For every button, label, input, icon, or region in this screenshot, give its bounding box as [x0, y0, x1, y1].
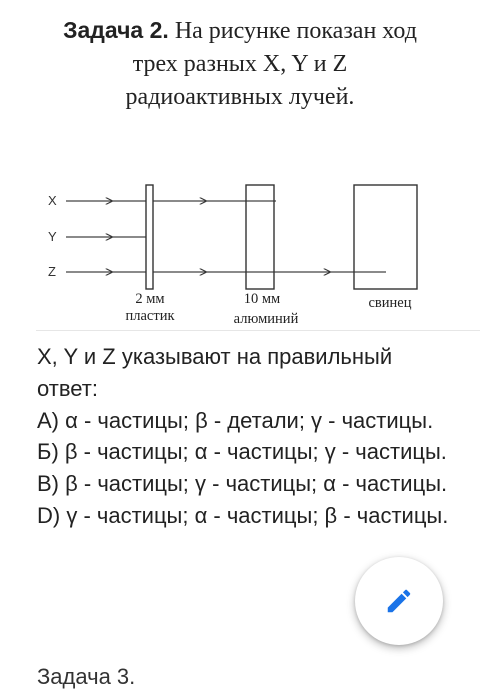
task-title-line-2: трех разных X, Y и Z — [132, 51, 348, 77]
radiation-diagram-svg — [0, 170, 480, 330]
task-number: Задача 2. — [63, 17, 169, 43]
aluminum-thickness-label: 10 мм — [243, 291, 281, 307]
answers-intro: X, Y и Z указывают на правильный ответ: — [37, 344, 393, 401]
task-title-line-3: радиоактивных лучей. — [125, 84, 355, 110]
answer-option-a: A) α - частицы; β - детали; γ - частицы. — [37, 407, 434, 433]
pencil-icon — [384, 586, 414, 616]
ray-label-x: X — [48, 193, 57, 208]
answer-option-v: B) β - частицы; γ - частицы; α - частицы. — [37, 471, 448, 497]
ray-label-y: Y — [48, 229, 57, 244]
answers-block — [37, 341, 457, 532]
aluminum-material-label: алюминий — [233, 311, 299, 327]
task-title-line-1 — [0, 14, 480, 48]
edit-button[interactable] — [355, 557, 443, 645]
ray-label-z: Z — [48, 264, 56, 279]
next-task-heading: Задача 3. — [37, 664, 136, 689]
radiation-diagram — [0, 170, 480, 330]
plastic-thickness-label: 2 мм — [135, 291, 165, 307]
divider — [36, 330, 480, 331]
answer-option-b: Б) β - частицы; α - частицы; γ - частицы. — [37, 439, 447, 465]
lead-block — [354, 185, 417, 289]
plastic-material-label: пластик — [125, 308, 175, 324]
task-heading-text: На рисунке показан ход — [168, 18, 417, 44]
answer-option-d: D) γ - частицы; α - частицы; β - частицы. — [37, 502, 449, 528]
plastic-plate — [146, 185, 153, 289]
task-title — [0, 14, 480, 114]
lead-label: свинец — [368, 295, 412, 311]
